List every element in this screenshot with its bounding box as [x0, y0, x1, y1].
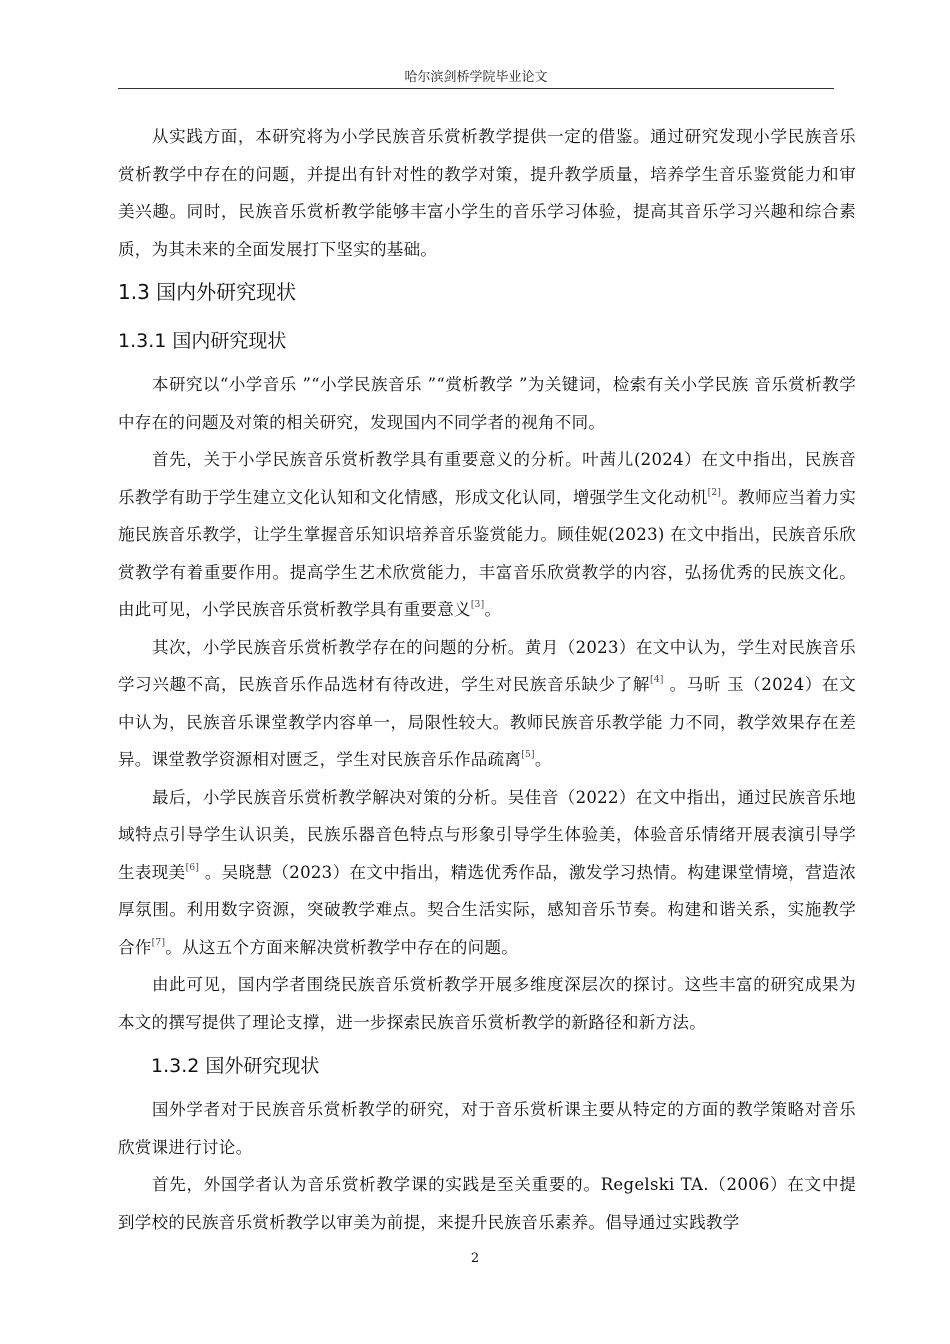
paragraph-foreign-first: 首先，外国学者认为音乐赏析教学课的实践是至关重要的。Regelski TA.（2006）在文中提到学校的民族音乐赏析教学以审美为前提，来提升民族音乐素养。倡导通过实践教学	[118, 1175, 856, 1232]
citation-ref: [3]	[470, 599, 485, 610]
text-run: 首先，关于小学民族音乐赏析教学具有重要意义的分析。叶茜儿(2024）在文中指出，民族音乐教学有助于学生建立文化认知和文化情感，形成文化认同，增强学生文化动机	[118, 450, 856, 507]
paragraph-solutions	[118, 779, 856, 967]
heading-1-3: 1.3 国内外研究现状	[118, 280, 297, 304]
text-run: 最后，小学民族音乐赏析教学解决对策的分析。吴佳音（2022）在文中指出，通过民族音乐地域特点引导学生认识美，民族乐器音色特点与形象引导学生体验美，体验音乐情绪开展表演引导学生表现美	[118, 787, 856, 882]
paragraph-significance	[118, 441, 856, 629]
text-run: 其次，小学民族音乐赏析教学存在的问题的分析。黄月（2023）在文中认为，学生对民族音乐学习兴趣不高，民族音乐作品选材有待改进，学生对民族音乐缺少了解	[118, 637, 856, 694]
heading-1-3-2: 1.3.2 国外研究现状	[151, 1055, 320, 1077]
citation-ref: [6]	[185, 862, 200, 873]
text-run: 。从这五个方面来解决赏析教学中存在的问题。	[165, 937, 519, 957]
heading-1-3-1: 1.3.1 国内研究现状	[118, 330, 287, 352]
paragraph-foreign-intro: 国外学者对于民族音乐赏析教学的研究，对于音乐赏析课主要从特定的方面的教学策略对音乐欣赏课进行讨论。	[118, 1100, 856, 1157]
paragraph-problems	[118, 629, 856, 779]
paragraph-summary: 由此可见，国内学者围绕民族音乐赏析教学开展多维度深层次的探讨。这些丰富的研究成果为本文的撰写提供了理论支撑，进一步探索民族音乐赏析教学的新路径和新方法。	[118, 975, 856, 1032]
text-run: 。马昕 玉（2024）在文中认为，民族音乐课堂教学内容单一，局限性较大。教师民族音乐教学能 力不同，教学效果存在差异。课堂教学资源相对匮乏，学生对民族音乐作品疏离	[118, 675, 856, 769]
citation-ref: [2]	[707, 487, 722, 498]
paragraph-practice: 从实践方面，本研究将为小学民族音乐赏析教学提供一定的借鉴。通过研究发现小学民族音乐赏析教学中存在的问题，并提出有针对性的教学对策，提升教学质量，培养学生音乐鉴赏能力和审美兴趣。同时，民族音乐赏析教学能够丰富小学生的音乐学习体验，提高其音乐学习兴趣和综合素质，为其未来的全面发展打下坚实的基础。	[118, 127, 856, 259]
citation-ref: [4]	[650, 674, 664, 685]
page-number: 2	[470, 1251, 480, 1266]
text-run: 。	[534, 750, 552, 769]
text-run: 。吴晓慧（2023）在文中指出，精选优秀作品，激发学习热情。构建课堂情境，营造浓厚氛围。利用数字资源，突破教学难点。契合生活实际，感知音乐节奏。构建和谐关系，实施教学合作	[118, 862, 856, 957]
citation-ref: [5]	[521, 749, 535, 760]
header-rule	[118, 88, 834, 89]
paragraph-keywords: 本研究以“小学音乐 ”“小学民族音乐 ”“赏析教学 ”为关键词，检索有关小学民族 音乐赏析教学中存在的问题及对策的相关研究，发现国内不同学者的视角不同。	[118, 375, 856, 432]
page-body	[118, 118, 856, 1241]
text-run: 。教师应当着力实施民族音乐教学，让学生掌握音乐知识培养音乐鉴赏能力。顾佳妮(2023) 在文中指出，民族音乐欣赏教学有着重要作用。提高学生艺术欣赏能力，丰富音乐欣赏教学的内容，弘扬优秀的民族文化。由此可见，小学民族音乐赏析教学具有重要意义	[118, 487, 856, 619]
citation-ref: [7]	[151, 937, 166, 948]
running-header: 哈尔滨剑桥学院毕业论文	[404, 70, 548, 85]
text-run: 。	[484, 600, 502, 619]
